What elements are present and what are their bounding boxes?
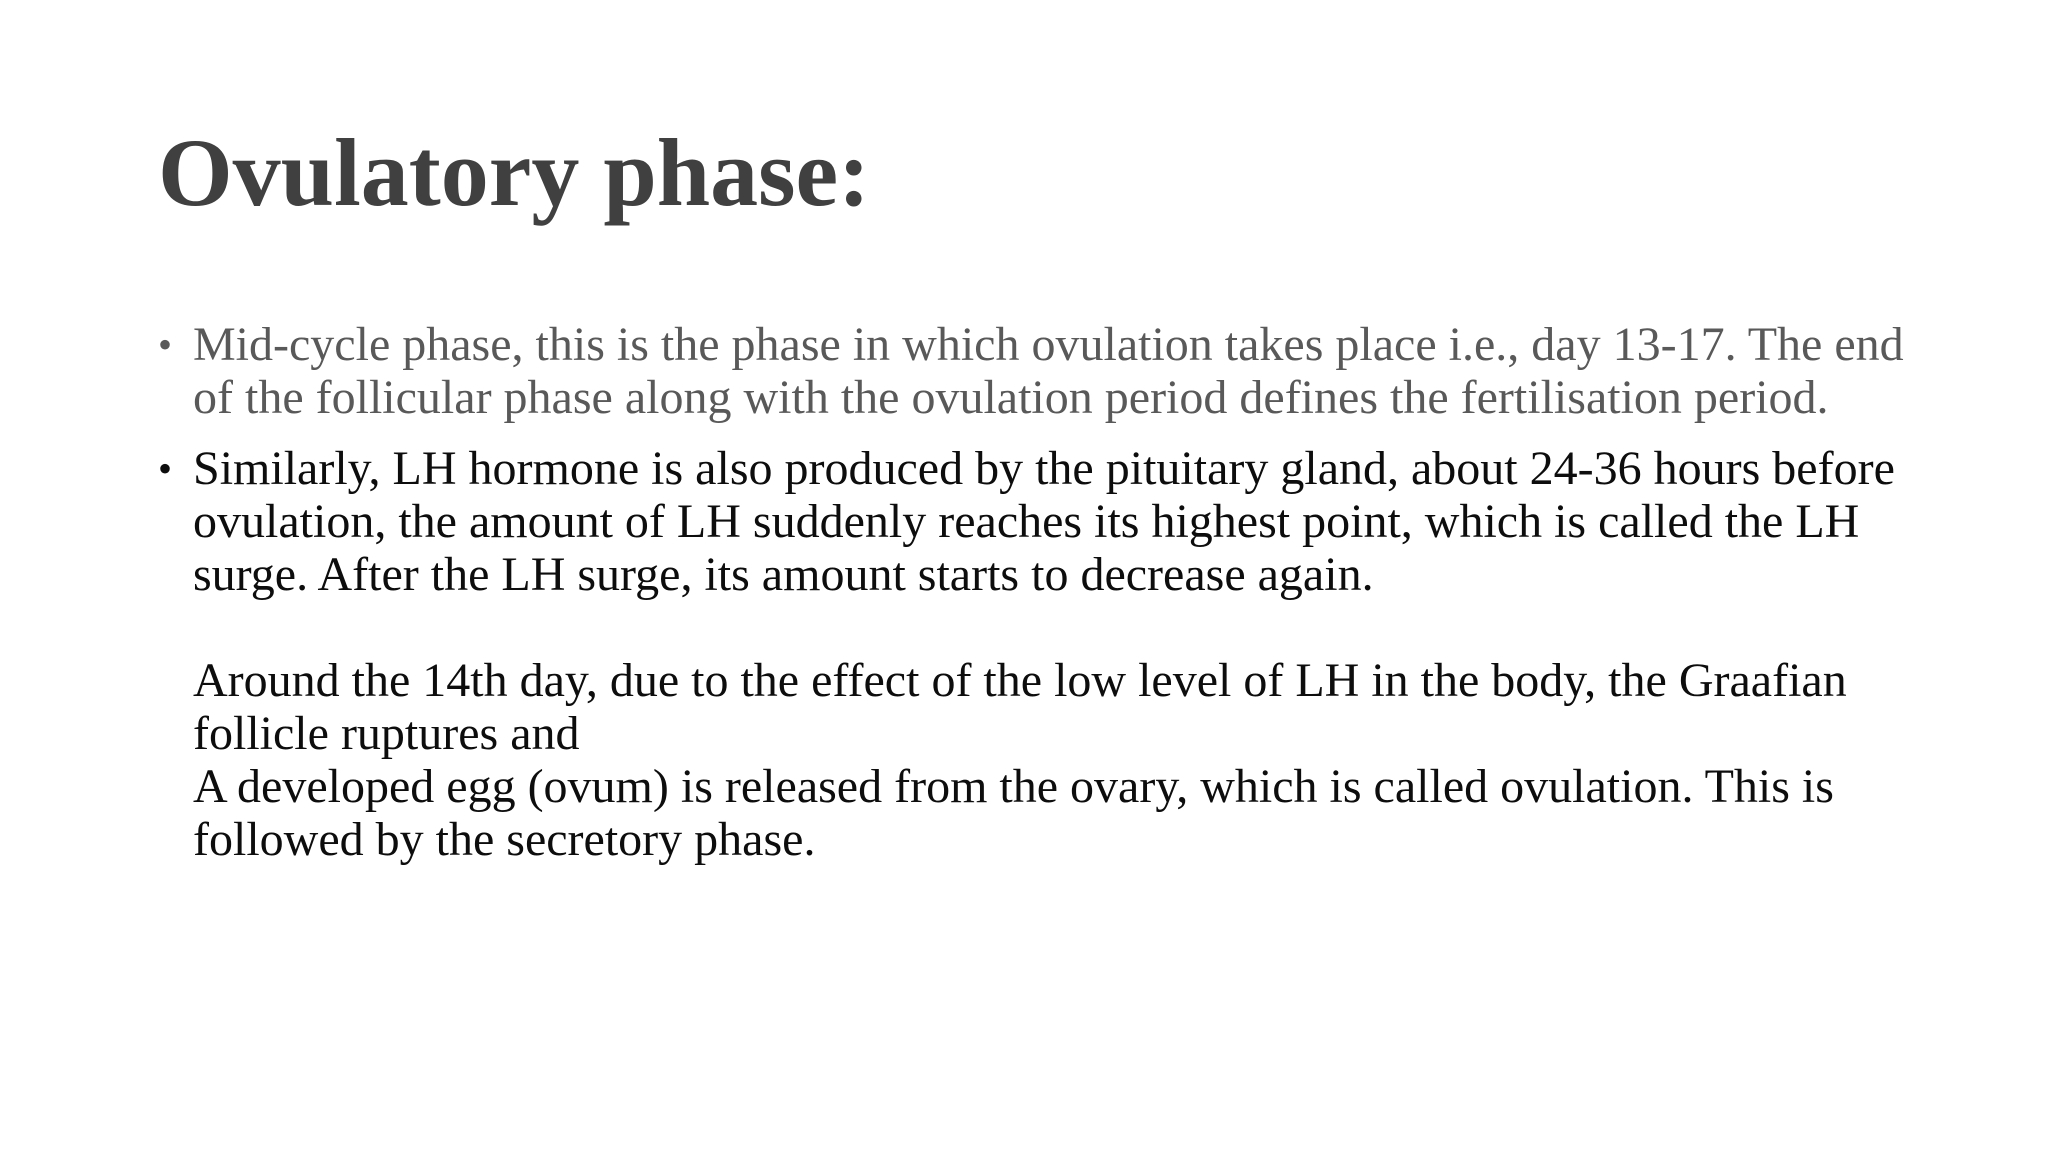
bullet-list — [158, 318, 1918, 884]
bullet-item-mid-cycle — [158, 318, 1918, 424]
bullet-text: Mid-cycle phase, this is the phase in which ovulation takes place i.e., day 13-17. The end of the follicular phase along with the ovulation period defines the fertilisation period. — [193, 318, 1904, 424]
bullet-item-lh-surge — [158, 442, 1918, 866]
bullet-text-continued: Around the 14th day, due to the effect of the low level of LH in the body, the Graafian follicle ruptures and — [193, 654, 1847, 760]
bullet-text: Similarly, LH hormone is also produced by the pituitary gland, about 24-36 hours before ovulation, the amount of LH suddenly reaches its highest point, which is called the LH surge. After the LH surge, its amount starts to decrease again. — [193, 442, 1895, 601]
slide-title: Ovulatory phase: — [158, 119, 871, 226]
bullet-icon: • — [158, 322, 173, 367]
bullet-icon: • — [158, 446, 173, 491]
paragraph-spacer — [193, 601, 1918, 654]
bullet-text-continued: A developed egg (ovum) is released from the ovary, which is called ovulation. This is followed by the secretory phase. — [193, 760, 1834, 866]
